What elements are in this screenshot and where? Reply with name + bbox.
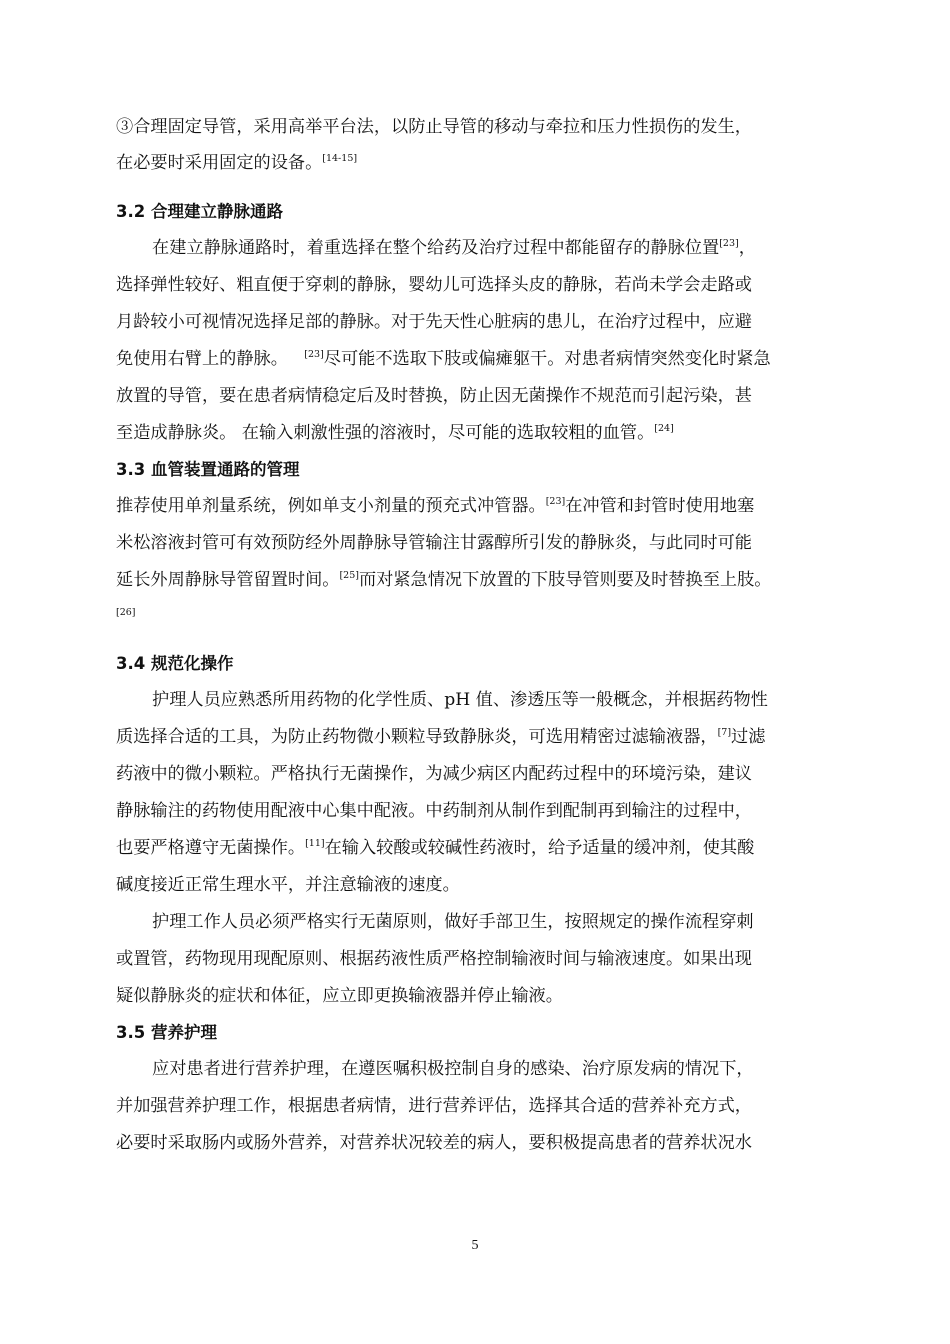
citation: [25] [339, 570, 359, 581]
text: 至造成静脉炎。 在输入刺激性强的溶液时，尽可能的选取较粗的血管。 [116, 423, 655, 443]
text: 尽可能不选取下肢或偏瘫躯干。对患者病情突然变化时紧急 [323, 349, 771, 369]
text: 必要时采取肠内或肠外营养，对营养状况较差的病人，要积极提高患者的营养状况水 [116, 1133, 752, 1153]
text-line [116, 800, 752, 822]
text-line [116, 495, 754, 517]
text: 过滤 [731, 727, 766, 747]
section-heading: 3.2 合理建立静脉通路 [116, 202, 283, 221]
text: 碱度接近正常生理水平，并注意输液的速度。 [116, 875, 460, 895]
text-line [116, 152, 357, 174]
text-line [116, 948, 752, 970]
text-line [152, 1058, 754, 1080]
citation: [14-15] [322, 153, 358, 164]
text: 或置管，药物现用现配原则、根据药液性质严格控制输液时间与输液速度。如果出现 [116, 949, 752, 969]
text-line [116, 1132, 752, 1154]
text: 疑似静脉炎的症状和体征，应立即更换输液器并停止输液。 [116, 986, 563, 1006]
citation: [24] [654, 423, 674, 434]
text: 静脉输注的药物使用配液中心集中配液。中药制剂从制作到配制再到输注的过程中， [116, 801, 752, 821]
text: 米松溶液封管可有效预防经外周静脉导管输注甘露醇所引发的静脉炎，与此同时可能 [116, 533, 752, 553]
text: 也要严格遵守无菌操作。 [116, 838, 306, 858]
text-line [116, 116, 752, 138]
text-line [116, 837, 754, 859]
text-line [116, 422, 674, 444]
text: 而对紧急情况下放置的下肢导管则要及时替换至上肢。 [358, 570, 772, 590]
text: 药液中的微小颗粒。严格执行无菌操作，为减少病区内配药过程中的环境污染，建议 [116, 764, 752, 784]
text-line [116, 569, 771, 591]
text: 在冲管和封管时使用地塞 [565, 496, 755, 516]
citation: [7] [717, 727, 732, 738]
page-number: 5 [471, 1238, 479, 1253]
text: 延长外周静脉导管留置时间。 [116, 570, 340, 590]
text: 质选择合适的工具，为防止药物微小颗粒导致静脉炎，可选用精密过滤输液器， [116, 727, 718, 747]
text: 在建立静脉通路时，着重选择在整个给药及治疗过程中都能留存的静脉位置 [152, 238, 720, 258]
text: 护理工作人员必须严格实行无菌原则，做好手部卫生，按照规定的操作流程穿刺 [152, 912, 754, 932]
text: 在输入较酸或较碱性药液时，给予适量的缓冲剂，使其酸 [324, 838, 755, 858]
text: 推荐使用单剂量系统，例如单支小剂量的预充式冲管器。 [116, 496, 546, 516]
text-line [116, 348, 771, 370]
text: 并加强营养护理工作，根据患者病情，进行营养评估，选择其合适的营养补充方式， [116, 1096, 752, 1116]
text-line [152, 237, 756, 259]
text: 月龄较小可视情况选择足部的静脉。对于先天性心脏病的患儿，在治疗过程中，应避 [116, 312, 752, 332]
text: 选择弹性较好、粗直便于穿刺的静脉，婴幼儿可选择头皮的静脉，若尚未学会走路或 [116, 275, 752, 295]
text: 免使用右臂上的静脉。 [116, 349, 288, 369]
text: 在必要时采用固定的设备。 [116, 153, 323, 173]
text: ， [738, 238, 756, 258]
citation: [11] [305, 838, 325, 849]
text-line [116, 532, 752, 554]
text-line [116, 311, 752, 333]
citation: [23] [719, 238, 739, 249]
text-line [116, 763, 752, 785]
citation: [23] [545, 496, 566, 507]
citation: [26] [116, 607, 136, 618]
text: 放置的导管，要在患者病情稳定后及时替换，防止因无菌操作不规范而引起污染，甚 [116, 386, 752, 406]
section-heading: 3.5 营养护理 [116, 1023, 217, 1042]
text-line [152, 689, 768, 711]
text-line [116, 726, 765, 748]
text-line [152, 911, 754, 933]
citation: [23] [304, 349, 324, 360]
text: ③合理固定导管，采用高举平台法，以防止导管的移动与牵拉和压力性损伤的发生， [116, 117, 752, 137]
section-heading: 3.3 血管装置通路的管理 [116, 460, 300, 479]
text-line [116, 874, 460, 896]
section-heading: 3.4 规范化操作 [116, 654, 234, 673]
text-line [116, 1095, 752, 1117]
citation-line [116, 602, 136, 624]
text: 护理人员应熟悉所用药物的化学性质、pH 值、渗透压等一般概念，并根据药物性 [152, 690, 768, 710]
text-line [116, 274, 752, 296]
text-line [116, 985, 563, 1007]
text: 应对患者进行营养护理，在遵医嘱积极控制自身的感染、治疗原发病的情况下， [152, 1059, 754, 1079]
text-line [116, 385, 752, 407]
